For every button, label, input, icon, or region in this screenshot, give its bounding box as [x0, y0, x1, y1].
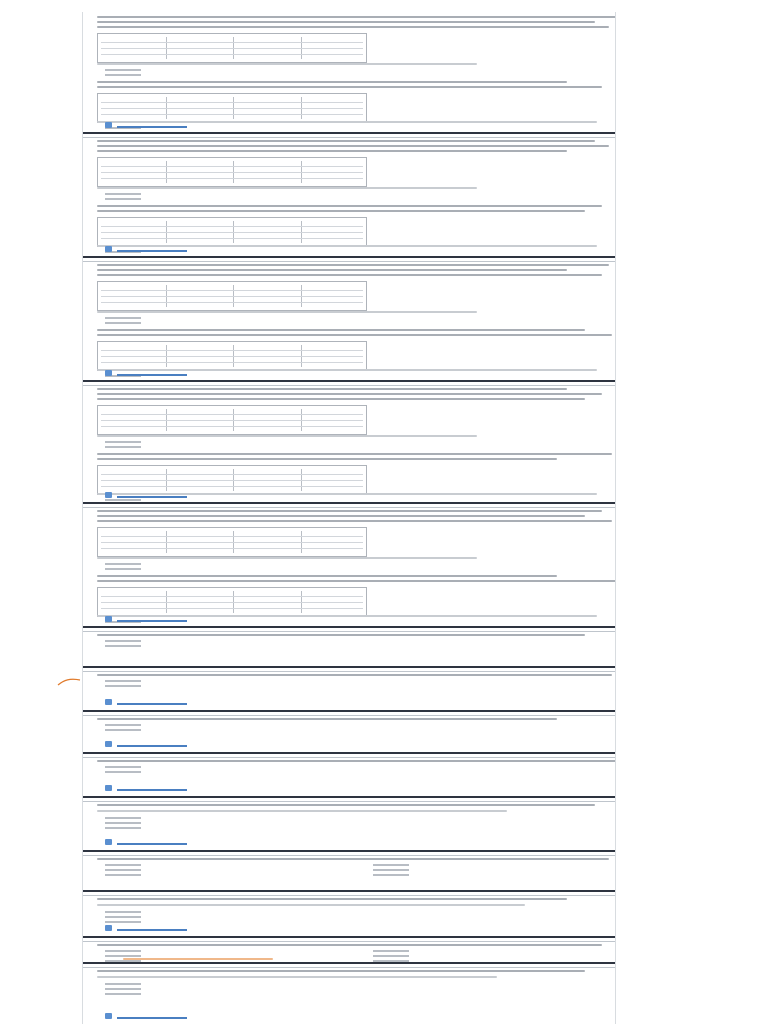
table-row-rule [101, 238, 363, 239]
answer-option[interactable] [105, 441, 141, 443]
table-row-rule [101, 54, 363, 55]
answer-option[interactable] [105, 921, 141, 923]
view-answer-link[interactable] [117, 492, 187, 498]
table-row-rule [101, 474, 363, 475]
answer-options[interactable] [105, 724, 141, 734]
text-line [97, 634, 585, 636]
question-list[interactable] [82, 12, 616, 1024]
table-row-rule [101, 414, 363, 415]
data-table [97, 341, 367, 371]
data-table [97, 281, 367, 311]
text-line [97, 140, 595, 142]
text-line [97, 16, 615, 18]
text-line [97, 904, 525, 906]
table-row-rule [101, 596, 363, 597]
view-answer-link[interactable] [117, 122, 187, 128]
table-row-rule [101, 356, 363, 357]
text-line [97, 858, 609, 860]
answer-option[interactable] [105, 993, 141, 995]
answer-options[interactable] [105, 441, 141, 451]
question-separator [83, 710, 615, 716]
view-answer-link[interactable] [117, 1013, 187, 1019]
table-row-rule [101, 350, 363, 351]
text-line [97, 718, 557, 720]
text-line [97, 81, 567, 83]
answer-options[interactable] [105, 69, 141, 79]
answer-options[interactable] [105, 950, 141, 962]
answer-option[interactable] [105, 317, 141, 319]
text-line [123, 958, 273, 960]
answer-option[interactable] [105, 724, 141, 726]
answer-option[interactable] [373, 864, 409, 866]
text-line [97, 21, 595, 23]
answer-option[interactable] [105, 822, 141, 824]
answer-options[interactable] [373, 864, 409, 879]
question-block [83, 666, 615, 710]
view-answer-link[interactable] [117, 699, 187, 705]
question-block [83, 132, 615, 256]
text-line [97, 970, 585, 972]
text-line [97, 274, 602, 276]
table-row-rule [101, 602, 363, 603]
table-row-rule [101, 420, 363, 421]
text-line [97, 674, 612, 676]
question-separator [83, 502, 615, 508]
text-line [97, 510, 602, 512]
text-line [97, 63, 477, 65]
answer-option[interactable] [373, 874, 409, 876]
answer-options[interactable] [105, 983, 141, 998]
data-table [97, 93, 367, 123]
question-block [83, 710, 615, 752]
question-block [83, 626, 615, 666]
question-block [83, 936, 615, 962]
table-row-rule [101, 178, 363, 179]
text-line [97, 810, 507, 812]
text-line [97, 388, 567, 390]
text-line [97, 393, 602, 395]
question-separator [83, 850, 615, 856]
table-row-rule [101, 102, 363, 103]
answer-option[interactable] [105, 74, 141, 76]
answer-options[interactable] [105, 817, 141, 832]
text-line [97, 187, 477, 189]
answer-option[interactable] [105, 322, 141, 324]
data-table [97, 465, 367, 495]
view-answer-link[interactable] [117, 741, 187, 747]
question-block [83, 962, 615, 1024]
answer-option[interactable] [105, 827, 141, 829]
answer-option[interactable] [105, 864, 141, 866]
answer-option[interactable] [105, 955, 141, 957]
question-block [83, 12, 615, 132]
answer-option[interactable] [373, 950, 409, 952]
table-row-rule [101, 114, 363, 115]
view-answer-link[interactable] [117, 246, 187, 252]
text-line [97, 210, 585, 212]
question-separator [83, 256, 615, 262]
question-block [83, 850, 615, 890]
answer-option[interactable] [105, 729, 141, 731]
table-row-rule [101, 362, 363, 363]
table-row-rule [101, 542, 363, 543]
text-line [97, 580, 615, 582]
view-answer-link[interactable] [117, 925, 187, 931]
question-block [83, 752, 615, 796]
view-answer-link[interactable] [117, 370, 187, 376]
answer-option[interactable] [105, 563, 141, 565]
answer-options[interactable] [373, 950, 409, 962]
answer-option[interactable] [105, 771, 141, 773]
text-line [97, 515, 585, 517]
text-line [97, 804, 595, 806]
answer-option[interactable] [105, 640, 141, 642]
question-block [83, 380, 615, 502]
question-block [83, 796, 615, 850]
table-row-rule [101, 480, 363, 481]
data-table [97, 33, 367, 63]
text-line [97, 329, 585, 331]
answer-options[interactable] [105, 317, 141, 327]
answer-options[interactable] [105, 193, 141, 203]
answer-options[interactable] [105, 680, 141, 690]
answer-option[interactable] [105, 193, 141, 195]
text-line [97, 26, 609, 28]
table-row-rule [101, 48, 363, 49]
text-line [97, 944, 602, 946]
question-separator [83, 626, 615, 632]
answer-options[interactable] [105, 563, 141, 573]
answer-option[interactable] [105, 499, 141, 501]
answer-option[interactable] [373, 955, 409, 957]
view-answer-link[interactable] [117, 616, 187, 622]
text-line [97, 269, 567, 271]
data-table [97, 405, 367, 435]
data-table [97, 527, 367, 557]
data-table [97, 587, 367, 617]
answer-option[interactable] [105, 446, 141, 448]
text-line [97, 264, 609, 266]
question-separator [83, 936, 615, 942]
answer-option[interactable] [105, 680, 141, 682]
view-answer-link[interactable] [117, 839, 187, 845]
question-separator [83, 890, 615, 896]
text-line [97, 520, 612, 522]
table-row-rule [101, 290, 363, 291]
text-line [97, 150, 567, 152]
question-separator [83, 752, 615, 758]
table-row-rule [101, 108, 363, 109]
table-row-rule [101, 42, 363, 43]
answer-option[interactable] [105, 817, 141, 819]
view-answer-link[interactable] [117, 785, 187, 791]
answer-option[interactable] [105, 685, 141, 687]
data-table [97, 217, 367, 247]
answer-option[interactable] [105, 916, 141, 918]
text-line [97, 311, 477, 313]
text-line [97, 898, 567, 900]
text-line [97, 557, 477, 559]
question-block [83, 256, 615, 380]
answer-option[interactable] [105, 983, 141, 985]
answer-option[interactable] [105, 645, 141, 647]
text-line [97, 334, 612, 336]
answer-option[interactable] [105, 874, 141, 876]
text-line [97, 976, 497, 978]
answer-options[interactable] [105, 766, 141, 776]
table-row-rule [101, 232, 363, 233]
answer-options[interactable] [105, 864, 141, 879]
question-separator [83, 380, 615, 386]
text-line [97, 760, 615, 762]
table-row-rule [101, 296, 363, 297]
table-row-rule [101, 608, 363, 609]
data-table [97, 157, 367, 187]
question-separator [83, 132, 615, 138]
table-row-rule [101, 486, 363, 487]
question-separator [83, 962, 615, 968]
answer-option[interactable] [105, 568, 141, 570]
table-row-rule [101, 166, 363, 167]
text-line [97, 575, 557, 577]
answer-option[interactable] [105, 869, 141, 871]
text-line [97, 205, 602, 207]
answer-option[interactable] [105, 69, 141, 71]
text-line [97, 145, 609, 147]
answer-option[interactable] [105, 911, 141, 913]
annotation-pen-mark [56, 676, 82, 690]
table-row-rule [101, 548, 363, 549]
table-row-rule [101, 536, 363, 537]
question-block [83, 502, 615, 626]
answer-option[interactable] [105, 988, 141, 990]
text-line [97, 435, 477, 437]
answer-option[interactable] [105, 766, 141, 768]
question-separator [83, 666, 615, 672]
text-line [97, 458, 557, 460]
answer-option[interactable] [373, 869, 409, 871]
answer-options[interactable] [105, 640, 141, 650]
question-separator [83, 796, 615, 802]
text-line [97, 453, 612, 455]
question-block [83, 890, 615, 936]
answer-option[interactable] [105, 950, 141, 952]
table-row-rule [101, 226, 363, 227]
answer-option[interactable] [105, 198, 141, 200]
table-row-rule [101, 172, 363, 173]
text-line [97, 86, 602, 88]
table-row-rule [101, 302, 363, 303]
text-line [97, 398, 585, 400]
table-row-rule [101, 426, 363, 427]
answer-options[interactable] [105, 911, 141, 926]
